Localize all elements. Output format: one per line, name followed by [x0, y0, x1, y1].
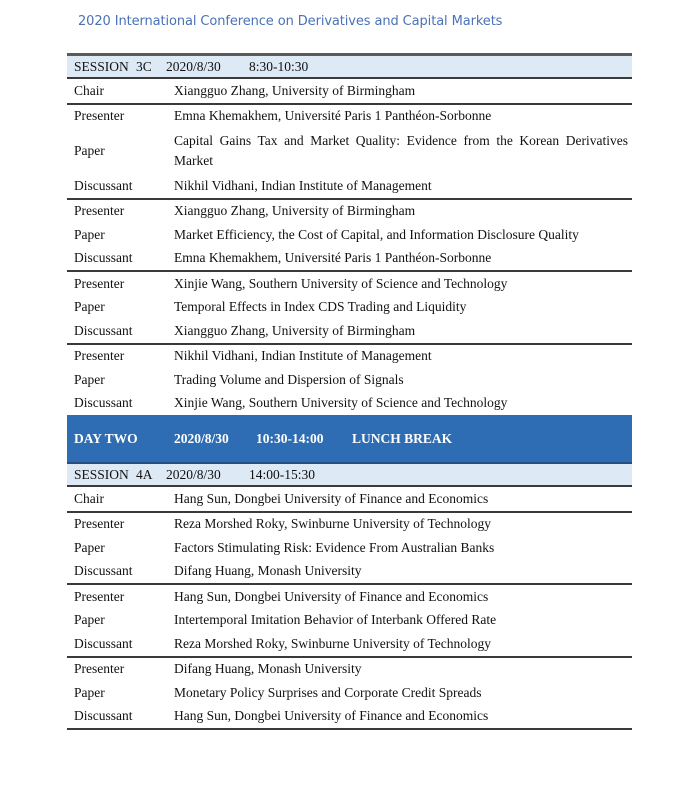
role-label: Paper	[74, 612, 105, 628]
role-label: Presenter	[74, 275, 125, 291]
presenter-row	[67, 513, 632, 537]
chair-name: Xiangguo Zhang, University of Birmingham	[174, 82, 416, 98]
role-label: Paper	[74, 226, 105, 242]
discussant-row	[67, 174, 632, 198]
presenter-name: Nikhil Vidhani, Indian Institute of Management	[174, 348, 432, 364]
paper-row	[67, 296, 632, 320]
role-label: Paper	[74, 371, 105, 387]
presenter-row	[67, 345, 632, 369]
session-label: SESSION	[74, 466, 129, 482]
paper-group	[67, 658, 632, 731]
role-label: Discussant	[74, 250, 133, 266]
session-date: 2020/8/30	[166, 58, 221, 74]
discussant-name: Nikhil Vidhani, Indian Institute of Management	[174, 177, 432, 193]
schedule-table	[67, 53, 632, 730]
discussant-name: Xinjie Wang, Southern University of Science and Technology	[174, 395, 508, 411]
discussant-row	[67, 560, 632, 584]
day-time: 10:30-14:00	[256, 430, 324, 446]
day-event: LUNCH BREAK	[352, 430, 453, 446]
presenter-row	[67, 658, 632, 682]
role-label: Chair	[74, 490, 104, 506]
session-code: 4A	[136, 466, 153, 482]
paper-title: Factors Stimulating Risk: Evidence From Australian Banks	[174, 539, 495, 555]
paper-title: Capital Gains Tax and Market Quality: Evidence from the Korean Derivatives Market	[174, 133, 628, 168]
paper-title: Trading Volume and Dispersion of Signals	[174, 371, 404, 387]
role-label: Discussant	[74, 395, 133, 411]
presenter-name: Xiangguo Zhang, University of Birmingham	[174, 203, 416, 219]
discussant-name: Xiangguo Zhang, University of Birmingham	[174, 322, 416, 338]
role-label: Discussant	[74, 635, 133, 651]
chair-row	[67, 79, 632, 105]
role-label: Discussant	[74, 563, 133, 579]
conference-title: 2020 International Conference on Derivatives and Capital Markets	[78, 14, 503, 29]
role-label: Paper	[74, 143, 105, 158]
presenter-name: Emna Khemakhem, Université Paris 1 Panthéon-Sorbonne	[174, 108, 492, 124]
discussant-name: Difang Huang, Monash University	[174, 563, 362, 579]
paper-group	[67, 585, 632, 658]
role-label: Presenter	[74, 516, 125, 532]
discussant-row	[67, 247, 632, 271]
paper-group	[67, 272, 632, 345]
discussant-name: Hang Sun, Dongbei University of Finance and Economics	[174, 708, 489, 724]
session-time: 14:00-15:30	[249, 466, 315, 482]
role-label: Presenter	[74, 661, 125, 677]
presenter-row	[67, 105, 632, 129]
role-label: Presenter	[74, 108, 125, 124]
role-label: Presenter	[74, 203, 125, 219]
paper-row	[67, 609, 632, 633]
presenter-name: Reza Morshed Roky, Swinburne University of Technology	[174, 516, 492, 532]
role-label: Discussant	[74, 177, 133, 193]
paper-title: Intertemporal Imitation Behavior of Interbank Offered Rate	[174, 612, 497, 628]
paper-row	[67, 368, 632, 392]
discussant-name: Emna Khemakhem, Université Paris 1 Panthéon-Sorbonne	[174, 250, 492, 266]
paper-row	[67, 681, 632, 705]
paper-row	[67, 128, 632, 174]
day-date: 2020/8/30	[174, 430, 229, 446]
presenter-name: Difang Huang, Monash University	[174, 661, 362, 677]
paper-title: Temporal Effects in Index CDS Trading and Liquidity	[174, 299, 467, 315]
session-time: 8:30-10:30	[249, 58, 309, 74]
paper-title: Monetary Policy Surprises and Corporate Credit Spreads	[174, 684, 482, 700]
paper-group	[67, 105, 632, 200]
session-header-4a	[67, 464, 632, 487]
chair-name: Hang Sun, Dongbei University of Finance and Economics	[174, 490, 489, 506]
paper-group	[67, 200, 632, 273]
presenter-row	[67, 200, 632, 224]
role-label: Paper	[74, 684, 105, 700]
discussant-row	[67, 319, 632, 343]
chair-row	[67, 487, 632, 513]
day-band-lunch-break	[67, 415, 632, 464]
session-code: 3C	[136, 58, 152, 74]
role-label: Paper	[74, 539, 105, 555]
day-label: DAY TWO	[74, 430, 138, 446]
discussant-row	[67, 705, 632, 729]
session-label: SESSION	[74, 58, 129, 74]
role-label: Presenter	[74, 588, 125, 604]
role-label: Presenter	[74, 348, 125, 364]
discussant-row	[67, 392, 632, 416]
paper-row	[67, 536, 632, 560]
presenter-row	[67, 272, 632, 296]
paper-row	[67, 223, 632, 247]
role-label: Discussant	[74, 708, 133, 724]
session-date: 2020/8/30	[166, 466, 221, 482]
paper-title: Market Efficiency, the Cost of Capital, and Information Disclosure Quality	[174, 226, 579, 242]
session-header-3c	[67, 53, 632, 79]
paper-group	[67, 513, 632, 586]
presenter-name: Xinjie Wang, Southern University of Science and Technology	[174, 275, 508, 291]
role-label: Chair	[74, 82, 104, 98]
discussant-row	[67, 632, 632, 656]
role-label: Discussant	[74, 322, 133, 338]
role-label: Paper	[74, 299, 105, 315]
discussant-name: Reza Morshed Roky, Swinburne University of Technology	[174, 635, 492, 651]
presenter-name: Hang Sun, Dongbei University of Finance and Economics	[174, 588, 489, 604]
paper-group	[67, 345, 632, 416]
presenter-row	[67, 585, 632, 609]
